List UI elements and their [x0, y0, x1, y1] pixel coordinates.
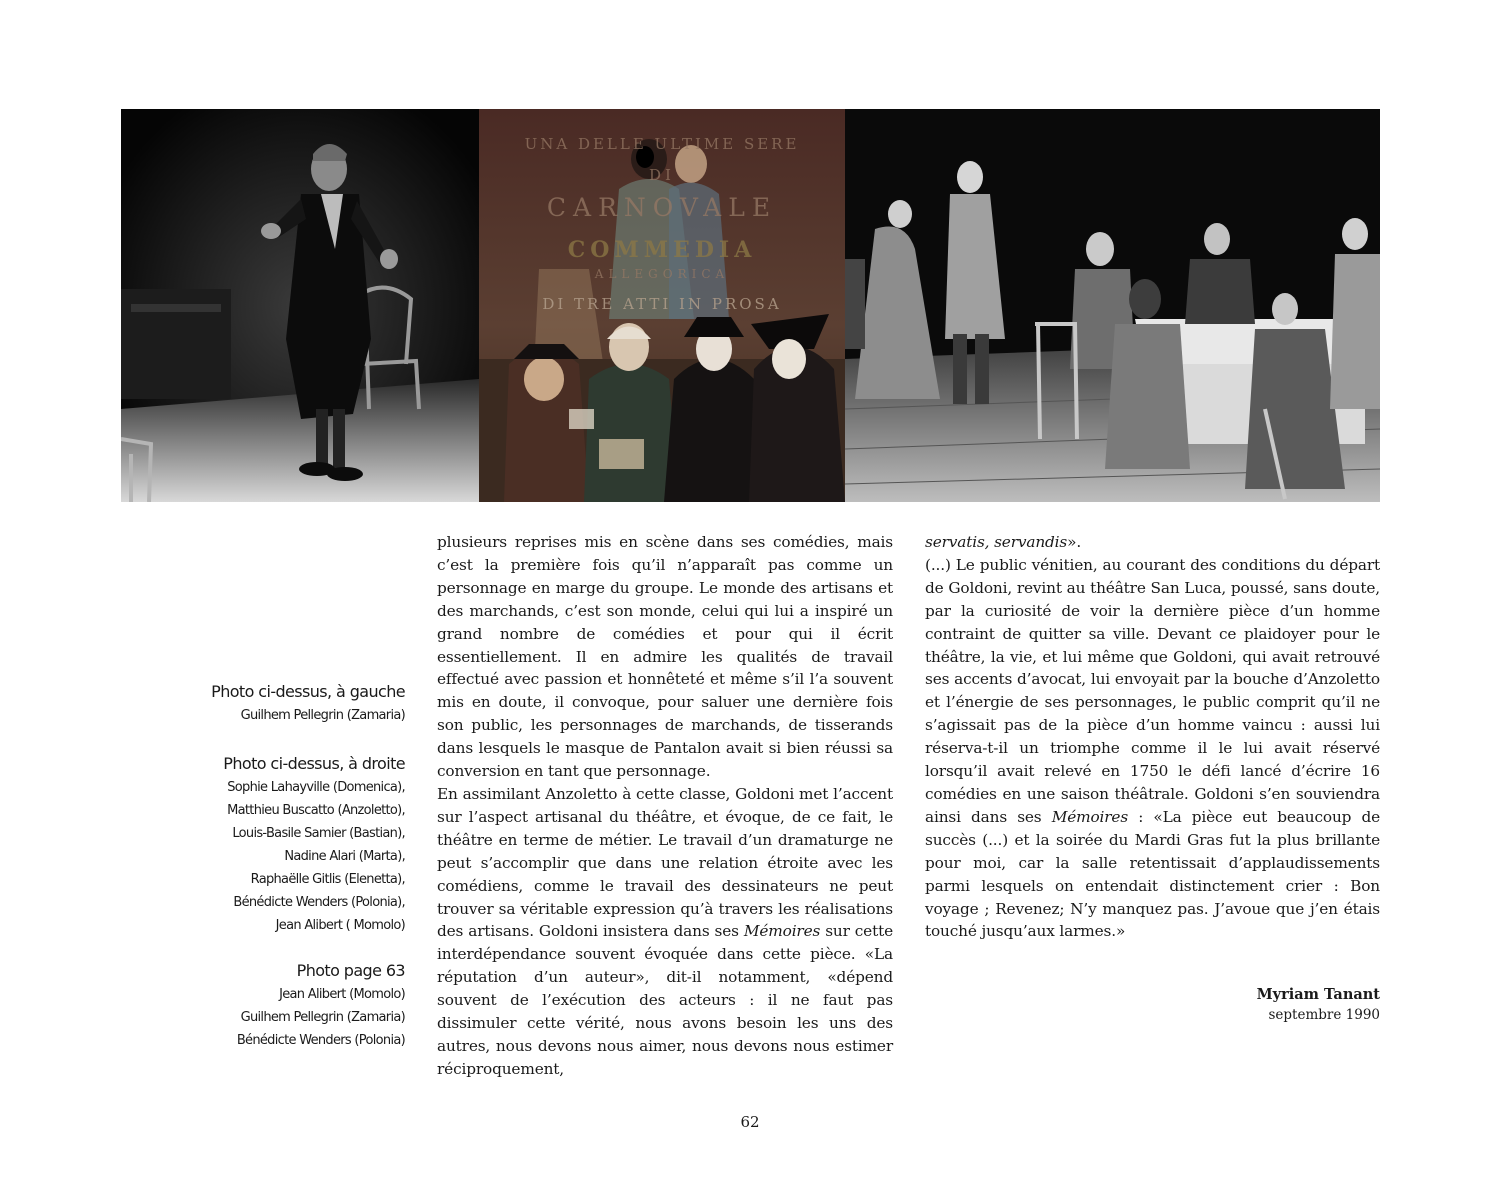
- caption-credit: Louis-Basile Samier (Bastian),: [232, 826, 405, 841]
- caption-credit: Guilhem Pellegrin (Zamaria): [240, 1010, 405, 1025]
- photo-banner: [121, 109, 1380, 502]
- caption-credit: Sophie Lahayville (Domenica),: [227, 780, 405, 795]
- poster-collage: [479, 109, 845, 502]
- emphasis-text: Mémoires: [1051, 807, 1129, 826]
- emphasis-text: servatis, servandis: [925, 533, 1068, 551]
- paragraph-text: En assimilant Anzoletto à cette classe, Goldoni met l’accent sur l’aspect artisanal du théâtre, et évoque, de ce fait, le théâtre en terme de métier. Le travail d’un dramaturge ne peut s’accomplir que dans une relation étroite avec les comédiens, comme le travail des dessinateurs ne peut trouver sa véritable expression qu’à travers les réalisations des artisans. Goldoni insistera dans ses: [437, 784, 893, 941]
- caption-title: Photo ci-dessus, à droite: [223, 754, 405, 773]
- caption-photo-page-63: [190, 959, 405, 1052]
- paragraph-text: (...) Le public vénitien, au courant des conditions du départ de Goldoni, revint au théâtre San Luca, poussé, sans doute, par la curiosité de voir la dernière pièce d’un homme contraint de quitter sa ville. Devant ce plaidoyer pour le théâtre, la vie, et lui même que Goldoni, qui avait retrouvé ses accents d’avocat, lui envoyait par la bouche d’Anzoletto et l’énergie de ses personnages, le public comprit qu’il ne s’agissait pas de la pièce d’un homme vaincu : aussi lui réserva-t-il un triomphe comme il le lui avait réservé lorsqu’il avait relevé en 1750 le défi lancé d’écrire 16 comédies en une saison théâtrale. Goldoni s’en souviendra ainsi dans ses: [925, 555, 1380, 826]
- article-column-right: [925, 531, 1380, 943]
- paragraph: [925, 554, 1380, 943]
- caption-credit: Guilhem Pellegrin (Zamaria): [240, 708, 405, 723]
- caption-photo-right: [190, 752, 405, 937]
- paragraph-text: sur cette interdépendance souvent évoquée dans cette pièce. «La réputation d’un auteur», dit-il notamment, «dépend souvent de l’exécution des acteurs : il ne faut pas dissimuler cette vérité, nous avons besoin les uns des autres, nous devons nous aimer, nous devons nous estimer réciproquement,: [437, 922, 893, 1078]
- caption-credit: Bénédicte Wenders (Polonia): [236, 1033, 405, 1048]
- caption-credit: Raphaëlle Gitlis (Elenetta),: [250, 872, 405, 887]
- poster-title-line3: CARNOVALE: [546, 193, 778, 222]
- paragraph: plusieurs reprises mis en scène dans ses comédies, mais c’est la première fois qu’il n’apparaît pas comme un personnage en marge du groupe. Le monde des artisans et des marchands, c’est son monde, celui qui lui a inspiré un grand nombre de comédies et pour qui il écrit essentiellement. Il en admire les qualités de travail effectué avec passion et honnêteté et même s’il l’a souvent mis en doute, il convoque, pour saluer une dernière fois son public, les personnages de marchands, de tisserands dans lesquels le masque de Pantalon avait si bien réussi sa conversion en tant que personnage.: [437, 533, 893, 781]
- paragraph: [437, 783, 893, 1081]
- poster-title-line4: COMMEDIA: [567, 237, 757, 263]
- article-column-middle: [437, 531, 893, 1081]
- paragraph-text: ».: [1067, 533, 1082, 551]
- page-number: 62: [740, 1113, 760, 1131]
- photo-ensemble-scene: [845, 109, 1380, 502]
- author-signature: [1100, 985, 1380, 1025]
- photo-captions: [190, 680, 405, 1077]
- emphasis-text: Mémoires: [743, 922, 821, 941]
- poster-title-line5: ALLEGORICA: [594, 267, 730, 281]
- caption-credit: Jean Alibert ( Momolo): [275, 918, 405, 933]
- caption-title: Photo ci-dessus, à gauche: [211, 682, 405, 701]
- poster-title-line6: DI TRE ATTI IN PROSA: [542, 295, 782, 313]
- paragraph: [925, 531, 1380, 554]
- paragraph-text: : «La pièce eut beaucoup de succès (...) et la soirée du Mardi Gras fut la plus brillante pour moi, car la salle retentissait d’applaudissements parmi lesquels on entendait distinctement crier : Bon voyage ; Revenez; N’y manquez pas. J’avoue que j’en étais touché jusqu’aux larmes.»: [925, 807, 1380, 941]
- caption-title: Photo page 63: [296, 961, 405, 980]
- author-name: Myriam Tanant: [1256, 986, 1380, 1003]
- caption-credit: Nadine Alari (Marta),: [284, 849, 405, 864]
- poster-title-line1: UNA DELLE ULTIME SERE: [524, 135, 800, 153]
- poster-title-line2: DI: [649, 166, 675, 184]
- caption-credit: Bénédicte Wenders (Polonia),: [233, 895, 405, 910]
- signature-date: septembre 1990: [1268, 1007, 1380, 1023]
- caption-credit: Jean Alibert (Momolo): [279, 987, 405, 1002]
- caption-credit: Matthieu Buscatto (Anzoletto),: [227, 803, 405, 818]
- caption-photo-left: [190, 680, 405, 727]
- photo-actor-zamaria: [121, 109, 479, 502]
